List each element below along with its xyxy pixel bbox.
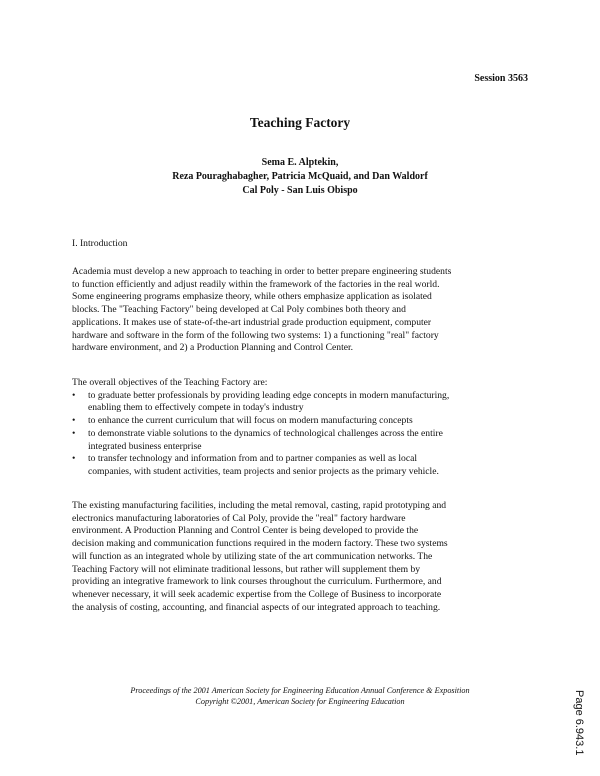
text-line: applications. It makes use of state-of-the-art industrial grade production equipment, computer [72,316,432,328]
text-line: whenever necessary, it will seek academic expertise from the College of Business to incorporate [72,588,442,600]
text-line: Academia must develop a new approach to teaching in order to better prepare engineering students [72,266,452,277]
text-line: companies, with student activities, team projects and senior projects as the primary vehicle. [88,465,439,477]
list-item [72,428,532,453]
text-line: Some engineering programs emphasize theory, while others emphasize application as isolated [72,291,432,303]
text-line: to demonstrate viable solutions to the dynamics of technological challenges across the entire [88,427,443,439]
text-line: providing an integrative framework to link courses throughout the curriculum. Furthermore, and [72,576,442,588]
list-item [72,390,532,415]
section-heading: I. Introduction [72,238,128,249]
text-line: to graduate better professionals by providing leading edge concepts in modern manufacturing, [88,389,450,401]
text-line: Teaching Factory will not eliminate traditional lessons, but rather will supplement them by [72,563,421,575]
text-line: The existing manufacturing facilities, including the metal removal, casting, rapid prototyping and [72,500,447,511]
paper-title: Teaching Factory [249,115,351,130]
session-number: Session 3563 [474,73,528,84]
bullet-icon: • [72,453,76,465]
text-line: to transfer technology and information from and to partner companies as well as local [88,453,418,465]
text-line: will function as an integrated whole by utilizing state of the art communication networks. The [72,550,433,562]
text-line: electronics manufacturing laboratories of Cal Poly, provide the "real" factory hardware [72,512,406,524]
intro-paragraph [72,266,532,355]
text-line: hardware and software in the form of the following two systems: 1) a functioning "real" factory [72,329,439,341]
text-line: integrated business enterprise [88,440,202,452]
list-item [72,415,532,428]
affiliation: Cal Poly - San Luis Obispo [242,185,358,196]
text-line: enabling them to effectively compete in today's industry [88,402,304,414]
text-line: hardware environment, and 2) a Production Planning and Control Center. [72,342,354,354]
author-line: Sema E. Alptekin, [261,157,339,168]
proceedings-line: Proceedings of the 2001 American Society for Engineering Education Annual Conference & Exposition [130,686,470,695]
copyright-line: Copyright ©2001, American Society for Engineering Education [195,697,405,706]
facilities-paragraph [72,500,532,614]
text-line: to function efficiently and adjust readily within the framework of the factories in the real world. [72,278,440,290]
author-line: Reza Pouraghabagher, Patricia McQuaid, and Dan Waldorf [172,171,428,182]
objectives-intro: The overall objectives of the Teaching Factory are: [72,377,268,388]
list-item [72,453,532,478]
text-line: to enhance the current curriculum that will focus on modern manufacturing concepts [88,415,413,427]
text-line: the analysis of costing, accounting, and financial aspects of our integrated approach to teaching. [72,601,441,613]
bullet-icon: • [72,427,76,439]
page-footer [0,685,600,707]
objectives-list [72,390,532,479]
text-line: decision making and communication functions required in the modern factory. These two systems [72,538,448,550]
page-number: Page 6.943.1 [573,690,585,756]
objectives-section [72,377,532,479]
bullet-icon: • [72,415,76,427]
text-line: environment. A Production Planning and Control Center is being developed to provide the [72,525,419,537]
bullet-icon: • [72,389,76,401]
author-block [0,156,600,198]
text-line: blocks. The "Teaching Factory" being developed at Cal Poly combines both theory and [72,304,406,316]
